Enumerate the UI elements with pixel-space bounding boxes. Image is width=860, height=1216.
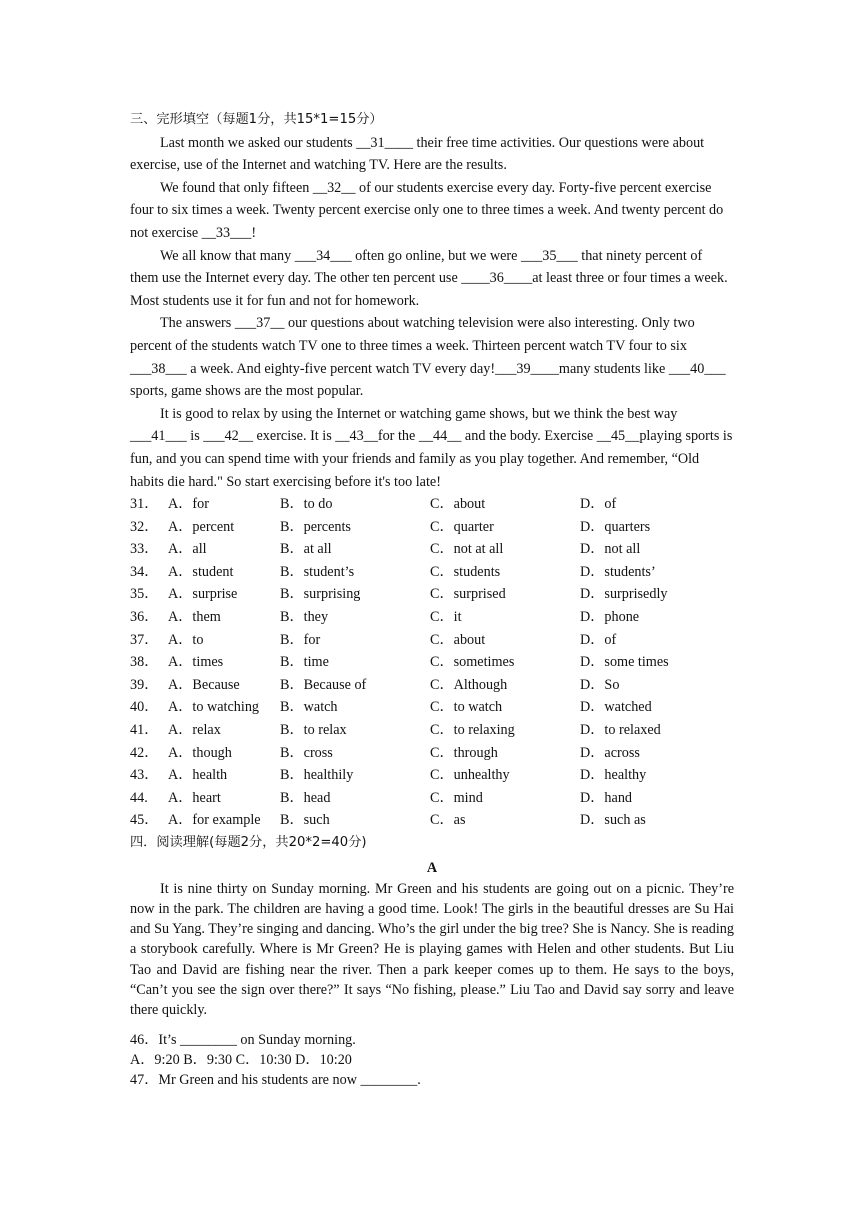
option-d: D．phone xyxy=(580,609,640,626)
question-46: 46．It’s ________ on Sunday morning. xyxy=(130,1031,356,1048)
option-d: D．So xyxy=(580,676,620,693)
option-row-45 xyxy=(130,809,734,832)
cloze-paragraph-1: Last month we asked our students __31____ their free time activities. Our questions were about exercise, use of the Internet and watching TV. Here are the results. xyxy=(130,134,705,174)
option-d: D．hand xyxy=(580,789,633,806)
option-c: C．surprised xyxy=(430,586,506,603)
option-row-43 xyxy=(130,764,734,787)
option-d: D．of xyxy=(580,631,617,648)
option-c: C．Although xyxy=(430,676,508,693)
passage-title: A xyxy=(426,859,438,876)
question-number: 45． xyxy=(130,812,159,829)
option-b: B．surprising xyxy=(280,586,361,603)
option-row-35 xyxy=(130,583,734,606)
option-d: D．some times xyxy=(580,654,669,671)
option-row-39 xyxy=(130,674,734,697)
reading-passage-text: It is nine thirty on Sunday morning. Mr Green and his students are going out on a picnic. They’re now in the park. The children are having a good time. Look! The girls in the beautiful dresses are Su Hai and Su Yang. They’re singing and dancing. Who’s the girl under the big tree? She is Nancy. She is reading a storybook carefully. Where is Mr Green? He is playing games with Helen and other students. But Liu Tao and David are fishing near the river. Then a park keeper comes up to them. He says to the boys, “Can’t you see the sign over there?” It says “No fishing, please.” Liu Tao and David say sorry and leave there quickly. xyxy=(130,880,734,1019)
option-row-44 xyxy=(130,787,734,810)
question-number: 37． xyxy=(130,631,159,648)
section-3-heading: 三、完形填空（每题1分，共15*1=15分） xyxy=(130,112,383,127)
exam-page xyxy=(130,109,734,1091)
option-d: D．surprisedly xyxy=(580,586,668,603)
option-c: C．sometimes xyxy=(430,654,515,671)
question-number: 39． xyxy=(130,676,159,693)
option-b: B．student’s xyxy=(280,563,355,580)
option-row-34 xyxy=(130,561,734,584)
option-d: D．students’ xyxy=(580,563,656,580)
option-a: A．all xyxy=(168,541,207,558)
option-a: A．percent xyxy=(168,518,235,535)
option-b: B．healthily xyxy=(280,767,354,784)
option-row-42 xyxy=(130,742,734,765)
option-row-40 xyxy=(130,696,734,719)
option-a: A．health xyxy=(168,767,228,784)
option-b: B．to relax xyxy=(280,722,347,739)
question-number: 38． xyxy=(130,654,159,671)
option-a: A．heart xyxy=(168,789,221,806)
option-b: B．to do xyxy=(280,496,333,513)
option-c: C．to relaxing xyxy=(430,722,515,739)
option-a: A．for example xyxy=(168,812,261,829)
option-c: C．about xyxy=(430,631,486,648)
option-d: D．healthy xyxy=(580,767,647,784)
option-c: C．quarter xyxy=(430,518,494,535)
cloze-options xyxy=(130,493,734,832)
option-d: D．quarters xyxy=(580,518,651,535)
option-row-36 xyxy=(130,606,734,629)
cloze-paragraph-3: We all know that many ___34___ often go online, but we were ___35___ that ninety percent of them use the Internet every day. The other ten percent use ____36____at least three or four times a week. Most students use it for fun and not for homework. xyxy=(130,247,728,309)
question-number: 33． xyxy=(130,541,159,558)
option-c: C．through xyxy=(430,744,498,761)
option-a: A．Because xyxy=(168,676,240,693)
cloze-paragraph-2: We found that only fifteen __32__ of our students exercise every day. Forty-five percent exercise four to six times a week. Twenty percent exercise only one to three times a week. And twenty percent do not exercise __33___! xyxy=(130,179,724,241)
option-c: C．mind xyxy=(430,789,483,806)
question-number: 43． xyxy=(130,767,159,784)
question-number: 31． xyxy=(130,496,159,513)
option-row-41 xyxy=(130,719,734,742)
option-row-37 xyxy=(130,629,734,652)
option-b: B．Because of xyxy=(280,676,367,693)
option-d: D．of xyxy=(580,496,617,513)
option-d: D．not all xyxy=(580,541,641,558)
option-a: A．them xyxy=(168,609,221,626)
option-a: A．to xyxy=(168,631,204,648)
option-b: B．such xyxy=(280,812,330,829)
option-c: C．unhealthy xyxy=(430,767,510,784)
question-number: 34． xyxy=(130,563,159,580)
cloze-paragraph-5: It is good to relax by using the Internet or watching game shows, but we think the best way ___41___ is ___42__ exercise. It is __43__for the __44__ and the body. Exercise __45__playing sports is fun, and you can spend time with your friends and family as you play together. And remember, “Old habits die hard." So start exercising before it's too late! xyxy=(130,405,733,490)
option-d: D．across xyxy=(580,744,640,761)
question-number: 32． xyxy=(130,518,159,535)
option-b: B．time xyxy=(280,654,329,671)
question-number: 42． xyxy=(130,744,159,761)
cloze-passage xyxy=(130,132,734,494)
option-c: C．as xyxy=(430,812,466,829)
option-a: A．though xyxy=(168,744,232,761)
option-a: A．times xyxy=(168,654,224,671)
option-a: A．student xyxy=(168,563,234,580)
option-b: B．cross xyxy=(280,744,333,761)
option-c: C．it xyxy=(430,609,462,626)
option-d: D．such as xyxy=(580,812,646,829)
question-number: 36． xyxy=(130,609,159,626)
option-b: B．watch xyxy=(280,699,338,716)
option-a: A．for xyxy=(168,496,209,513)
question-47: 47．Mr Green and his students are now ________. xyxy=(130,1072,421,1089)
cloze-paragraph-4: The answers ___37__ our questions about watching television were also interesting. Only two percent of the students watch TV one to three times a week. Thirteen percent watch TV four to six ___38___ a week. And eighty-five percent watch TV every day!___39____many students like ___40___ sports, game shows are the most popular. xyxy=(130,315,726,400)
question-number: 35． xyxy=(130,586,159,603)
option-b: B．at all xyxy=(280,541,332,558)
option-c: C．students xyxy=(430,563,501,580)
option-c: C．to watch xyxy=(430,699,503,716)
option-d: D．to relaxed xyxy=(580,722,661,739)
option-b: B．for xyxy=(280,631,321,648)
option-row-33 xyxy=(130,538,734,561)
option-c: C．about xyxy=(430,496,486,513)
option-a: A．surprise xyxy=(168,586,238,603)
question-number: 41． xyxy=(130,722,159,739)
option-b: B．they xyxy=(280,609,329,626)
question-46-options: A．9:20 B．9:30 C．10:30 D．10:20 xyxy=(130,1051,352,1068)
question-number: 40． xyxy=(130,699,159,716)
option-row-38 xyxy=(130,651,734,674)
option-b: B．percents xyxy=(280,518,351,535)
option-b: B．head xyxy=(280,789,331,806)
option-row-31 xyxy=(130,493,734,516)
option-c: C．not at all xyxy=(430,541,504,558)
option-row-32 xyxy=(130,516,734,539)
option-d: D．watched xyxy=(580,699,652,716)
option-a: A．relax xyxy=(168,722,221,739)
option-a: A．to watching xyxy=(168,699,260,716)
section-4-heading: 四．阅读理解(每题2分，共20*2=40分) xyxy=(130,835,367,850)
reading-passage xyxy=(130,879,734,1021)
question-number: 44. xyxy=(130,789,148,806)
